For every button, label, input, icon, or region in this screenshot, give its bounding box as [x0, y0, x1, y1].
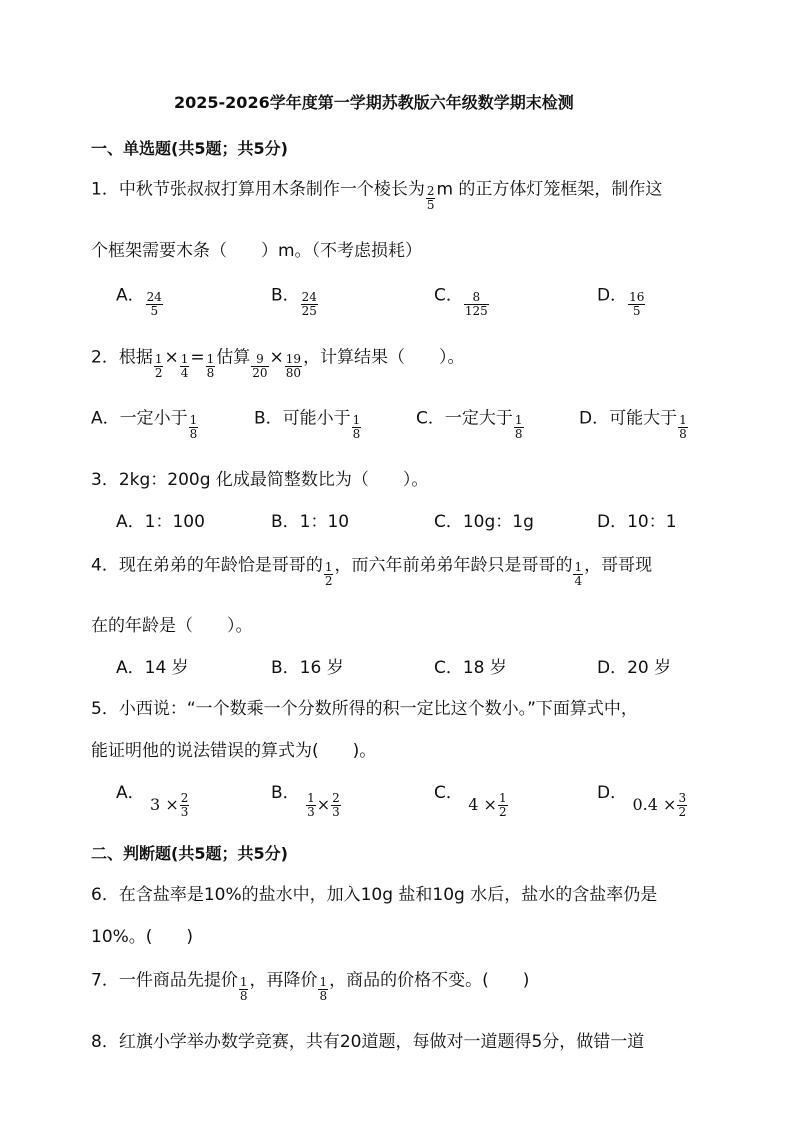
- q1-option-b[interactable]: B． $\frac{24}{25}$: [271, 285, 317, 318]
- question-2-line-1: 2．根据 $\frac{1}{2}$ × $\frac{1}{4}$ = $\frac{1}{8}$ 估算 $\frac{9}{20}$ × $\frac{19}{80}$ ，计算结果（ ）。: [91, 347, 465, 380]
- q2-option-b[interactable]: B．可能小于 $\frac{1}{8}$: [254, 408, 361, 441]
- question-1-text-a: 1．中秋节张叔叔打算用木条制作一个棱长为: [91, 179, 425, 200]
- question-5-line-2: 能证明他的说法错误的算式为( )。: [91, 741, 377, 761]
- question-6-line-2: 10%。( ): [91, 927, 194, 947]
- question-7: 7．一件商品先提价 $\frac{1}{8}$ ，再降价 $\frac{1}{8}$ ，商品的价格不变。( ): [91, 970, 530, 1003]
- fraction: $\frac{2}{5}$: [426, 184, 435, 212]
- question-6-line-1: 6．在含盐率是10%的盐水中，加入10g 盐和10g 水后，盐水的含盐率仍是: [91, 885, 658, 905]
- q3-option-b[interactable]: B．1：10: [271, 512, 350, 532]
- q3-option-c[interactable]: C．10g：1g: [434, 512, 534, 532]
- q3-option-d[interactable]: D．10：1: [597, 512, 677, 532]
- question-1-text-b: m 的正方体灯笼框架，制作这: [436, 179, 663, 200]
- q5-option-b[interactable]: B． $\frac{1}{3}$ × $\frac{2}{3}$: [271, 783, 340, 819]
- question-5-line-1: 5．小西说：“一个数乘一个分数所得的积一定比这个数小。”下面算式中，: [91, 699, 638, 719]
- q1-option-c[interactable]: C． $\frac{8}{125}$: [434, 285, 488, 318]
- q2-option-c[interactable]: C．一定大于 $\frac{1}{8}$: [416, 408, 523, 441]
- question-4-line-2: 在的年龄是（ ）。: [91, 616, 253, 636]
- page-title: 2025-2026学年度第一学期苏教版六年级数学期末检测: [174, 93, 574, 112]
- question-3: 3．2kg：200g 化成最简整数比为（ ）。: [91, 470, 429, 490]
- q4-option-c[interactable]: C．18 岁: [434, 658, 507, 678]
- question-8-line-1: 8．红旗小学举办数学竞赛，共有20道题，每做对一道题得5分，做错一道: [91, 1032, 645, 1052]
- q4-option-a[interactable]: A．14 岁: [116, 658, 189, 678]
- question-1-line-2: 个框架需要木条（ ）m。（不考虑损耗）: [91, 241, 423, 261]
- q4-option-d[interactable]: D．20 岁: [597, 658, 672, 678]
- q1-option-d[interactable]: D． $\frac{16}{5}$: [597, 285, 645, 318]
- q2-option-d[interactable]: D．可能大于 $\frac{1}{8}$: [579, 408, 687, 441]
- q5-option-a[interactable]: A． 3 × $\frac{2}{3}$: [116, 783, 189, 819]
- q4-option-b[interactable]: B．16 岁: [271, 658, 344, 678]
- q2-option-a[interactable]: A．一定小于 $\frac{1}{8}$: [91, 408, 198, 441]
- question-4-line-1: 4．现在弟弟的年龄恰是哥哥的 $\frac{1}{2}$ ，而六年前弟弟年龄只是哥哥的 $\frac{1}{4}$ ，哥哥现: [91, 555, 653, 588]
- q5-option-d[interactable]: D． 0.4 × $\frac{3}{2}$: [597, 783, 687, 819]
- q5-option-c[interactable]: C． 4 × $\frac{1}{2}$: [434, 783, 507, 819]
- q3-option-a[interactable]: A．1：100: [116, 512, 205, 532]
- section-heading-true-false: 二、判断题(共5题；共5分): [91, 844, 288, 863]
- q1-option-a[interactable]: A． $\frac{24}{5}$: [116, 285, 162, 318]
- section-heading-single-choice: 一、单选题(共5题；共5分): [91, 139, 288, 158]
- question-1-line-1: [91, 176, 663, 212]
